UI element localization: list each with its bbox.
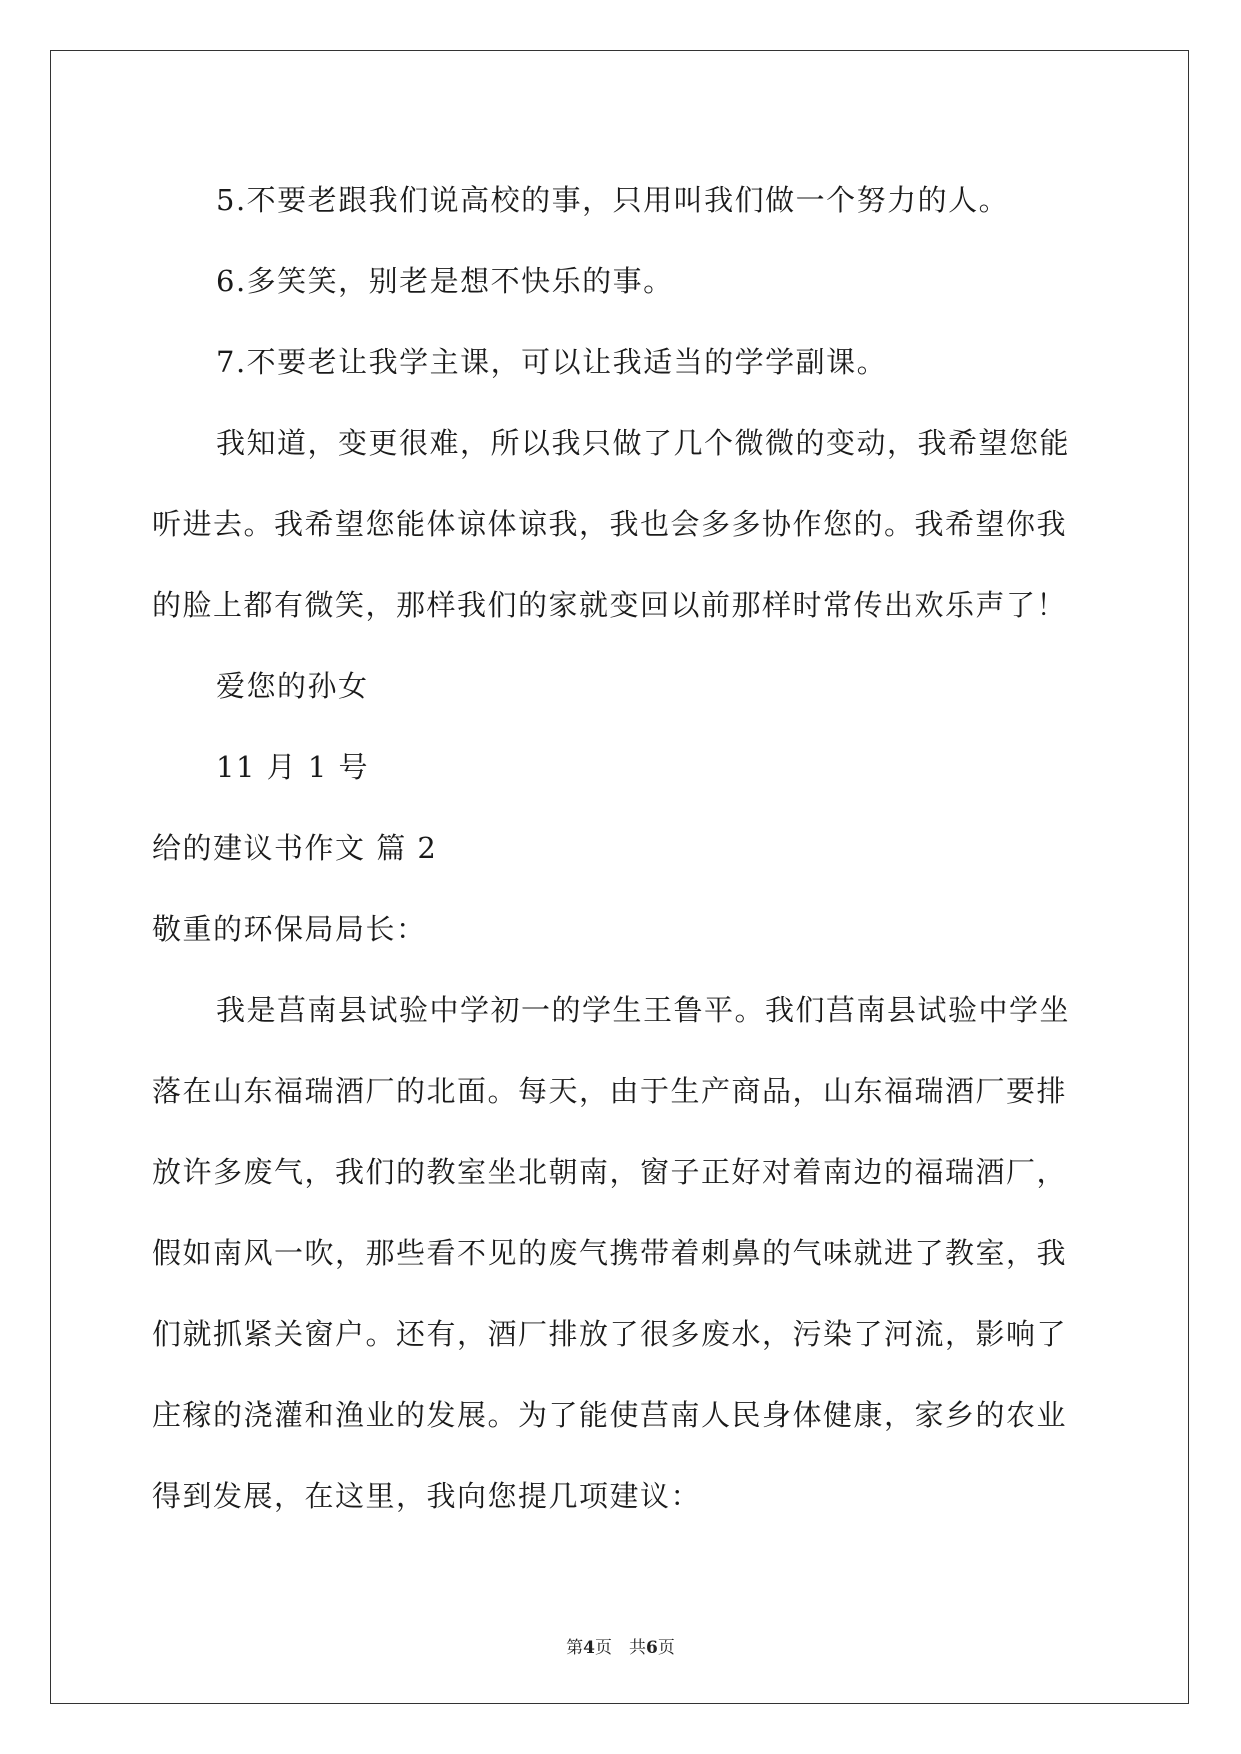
paragraph-line: 7.不要老让我学主课，可以让我适当的学学副课。: [216, 345, 888, 379]
paragraph-line: 的脸上都有微笑，那样我们的家就变回以前那样时常传出欢乐声了！: [152, 588, 1068, 622]
paragraph-line: 6.多笑笑，别老是想不快乐的事。: [216, 264, 674, 298]
paragraph-line: 庄稼的浇灌和渔业的发展。为了能使莒南人民身体健康，家乡的农业: [152, 1398, 1068, 1432]
footer-middle: 页 共: [595, 1638, 646, 1658]
date-line: 11 月 1 号: [216, 750, 370, 784]
footer-suffix: 页: [657, 1638, 675, 1658]
paragraph-line: 我知道，变更很难，所以我只做了几个微微的变动，我希望您能: [216, 426, 1071, 460]
paragraph-line: 放许多废气，我们的教室坐北朝南，窗子正好对着南边的福瑞酒厂，: [152, 1155, 1068, 1189]
paragraph-line: 我是莒南县试验中学初一的学生王鲁平。我们莒南县试验中学坐: [216, 993, 1071, 1027]
paragraph-line: 们就抓紧关窗户。还有，酒厂排放了很多废水，污染了河流，影响了: [152, 1317, 1068, 1351]
paragraph-line: 5.不要老跟我们说高校的事，只用叫我们做一个努力的人。: [216, 183, 1010, 217]
section-title: 给的建议书作文 篇 2: [152, 831, 438, 865]
paragraph-line: 落在山东福瑞酒厂的北面。每天，由于生产商品，山东福瑞酒厂要排: [152, 1074, 1068, 1108]
signature-line: 爱您的孙女: [216, 669, 369, 703]
page-footer: [0, 1633, 1241, 1658]
total-pages-number: 6: [646, 1638, 658, 1658]
current-page-number: 4: [583, 1638, 595, 1658]
paragraph-line: 得到发展，在这里，我向您提几项建议：: [152, 1479, 702, 1513]
document-body: [152, 160, 1092, 1537]
footer-prefix: 第: [566, 1638, 584, 1658]
paragraph-line: 假如南风一吹，那些看不见的废气携带着刺鼻的气味就进了教室，我: [152, 1236, 1068, 1270]
salutation: 敬重的环保局局长：: [152, 912, 427, 946]
paragraph-line: 听进去。我希望您能体谅体谅我，我也会多多协作您的。我希望你我: [152, 507, 1068, 541]
